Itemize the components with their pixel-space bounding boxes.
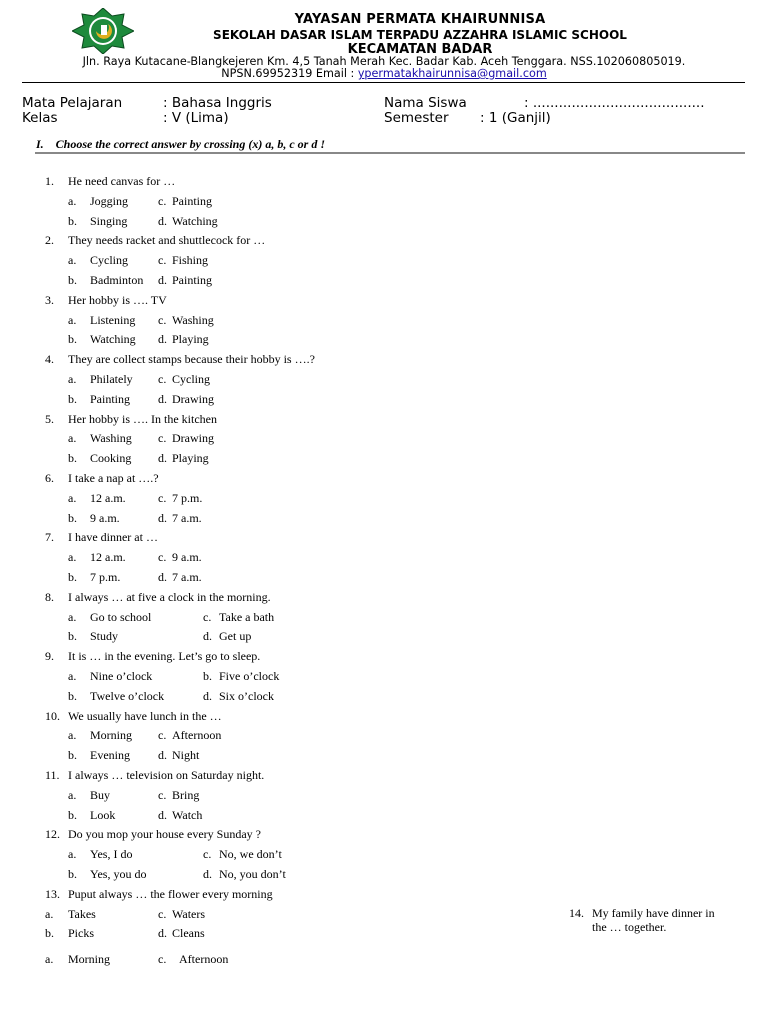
option-text[interactable]: Five o’clock — [219, 669, 280, 683]
option-text[interactable]: 7 a.m. — [172, 570, 202, 584]
option-text[interactable]: Watch — [172, 807, 203, 822]
option-text[interactable]: Take a bath — [219, 609, 275, 624]
option-letter[interactable]: c. — [158, 952, 167, 966]
option-letter[interactable]: b. — [68, 451, 77, 466]
option-text[interactable]: Look — [90, 807, 116, 822]
question-number: 10. — [45, 708, 60, 723]
option-letter[interactable]: c. — [203, 609, 212, 624]
option-text[interactable]: Afternoon — [172, 728, 222, 743]
question-text: I always … at five a clock in the morning. — [68, 589, 271, 604]
option-letter[interactable]: d. — [158, 451, 167, 466]
option-text[interactable]: Drawing — [172, 431, 214, 446]
district-name: KECAMATAN BADAR — [347, 42, 493, 57]
option-letter[interactable]: b. — [68, 629, 77, 644]
question-text: Her hobby is …. In the kitchen — [68, 411, 217, 426]
option-letter[interactable]: c. — [158, 728, 167, 743]
option-letter[interactable]: a. — [68, 312, 77, 327]
option-letter[interactable]: b. — [68, 570, 77, 584]
question-text: They needs racket and shuttlecock for … — [68, 233, 266, 248]
question-text: Puput always … the flower every morning — [68, 886, 273, 901]
option-text[interactable]: 9 a.m. — [172, 550, 202, 565]
option-letter[interactable]: c. — [158, 312, 167, 327]
option-text[interactable]: Cycling — [90, 253, 128, 268]
question-text: Do you mop your house every Sunday ? — [68, 827, 261, 842]
question-number: 7. — [45, 530, 54, 545]
option-letter[interactable]: a. — [68, 550, 77, 565]
class-value: : V (Lima) — [163, 110, 229, 126]
option-text[interactable]: Buy — [90, 787, 111, 802]
option-letter[interactable]: c. — [158, 550, 167, 565]
option-text[interactable]: 9 a.m. — [90, 510, 120, 525]
question-number: 12. — [45, 827, 60, 842]
student-name-label: Nama Siswa — [384, 95, 467, 111]
option-text[interactable]: Listening — [90, 312, 136, 327]
option-text[interactable]: Yes, I do — [90, 847, 133, 862]
option-letter[interactable]: a. — [68, 372, 77, 386]
option-text[interactable]: 12 a.m. — [90, 490, 126, 505]
option-text[interactable]: Study — [90, 629, 119, 644]
option-text[interactable]: Afternoon — [179, 952, 229, 966]
option-text[interactable]: Fishing — [172, 253, 209, 268]
student-name-field[interactable]: : ........................................ — [524, 95, 705, 111]
question-text: He need canvas for … — [68, 174, 176, 188]
option-letter[interactable]: a. — [45, 952, 54, 966]
question-text: I always … television on Saturday night. — [68, 768, 265, 782]
option-text[interactable]: Watching — [172, 213, 218, 228]
option-text[interactable]: Playing — [172, 332, 209, 347]
option-letter[interactable]: a. — [45, 906, 54, 921]
option-letter[interactable]: b. — [68, 807, 77, 822]
option-text[interactable]: Morning — [68, 952, 110, 966]
option-text[interactable]: Cycling — [172, 372, 210, 386]
option-letter[interactable]: b. — [45, 926, 54, 941]
option-text[interactable]: No, we don’t — [219, 847, 282, 862]
option-text[interactable]: Cleans — [172, 926, 205, 941]
option-letter[interactable]: c. — [203, 847, 212, 862]
class-label: Kelas — [22, 110, 58, 126]
option-letter[interactable]: d. — [158, 273, 167, 287]
instruction — [36, 137, 325, 152]
option-letter[interactable]: d. — [158, 807, 167, 822]
question-number: 1. — [45, 174, 54, 188]
option-letter[interactable]: d. — [203, 688, 212, 703]
option-text[interactable]: Nine o’clock — [90, 669, 153, 683]
question-number: 4. — [45, 352, 54, 367]
option-letter[interactable]: b. — [68, 213, 77, 228]
option-text[interactable]: Painting — [172, 273, 213, 287]
semester-value: : 1 (Ganjil) — [480, 110, 551, 126]
question-number: 11. — [45, 768, 60, 782]
option-letter[interactable]: d. — [158, 332, 167, 347]
option-text[interactable]: Six o’clock — [219, 688, 274, 703]
option-letter[interactable]: a. — [68, 253, 77, 268]
option-letter[interactable]: a. — [68, 490, 77, 505]
npsn-label: NPSN.69952319 Email : — [221, 67, 358, 80]
option-letter[interactable]: c. — [158, 787, 167, 802]
option-letter[interactable]: a. — [68, 609, 77, 624]
question-text: It is … in the evening. Let’s go to sleep. — [68, 649, 261, 664]
option-letter[interactable]: b. — [68, 332, 77, 347]
option-text[interactable]: Jogging — [90, 193, 129, 208]
npsn-email-line — [0, 67, 768, 80]
semester-label: Semester — [384, 110, 449, 126]
option-text[interactable]: Get up — [219, 629, 252, 644]
question-text: I take a nap at ….? — [68, 471, 159, 485]
option-letter[interactable]: b. — [68, 510, 77, 525]
option-text[interactable]: Picks — [68, 926, 95, 941]
question-number: 8. — [45, 589, 54, 604]
option-text[interactable]: Badminton — [90, 273, 144, 287]
instruction-divider — [35, 152, 745, 154]
option-text[interactable]: Painting — [172, 193, 213, 208]
option-text[interactable]: Washing — [172, 312, 214, 327]
question-14-text-line1: My family have dinner in — [592, 906, 715, 920]
option-text[interactable]: Morning — [90, 728, 132, 743]
option-letter[interactable]: d. — [158, 748, 167, 763]
option-letter[interactable]: b. — [68, 688, 77, 703]
option-letter[interactable]: a. — [68, 728, 77, 743]
option-letter[interactable]: c. — [158, 253, 167, 268]
option-text[interactable]: Twelve o’clock — [90, 688, 165, 703]
option-text[interactable]: Evening — [90, 748, 130, 763]
option-letter[interactable]: d. — [158, 213, 167, 228]
option-letter[interactable]: b. — [68, 273, 77, 287]
option-text[interactable]: Painting — [90, 391, 131, 406]
question-text: We usually have lunch in the … — [68, 708, 222, 723]
option-text[interactable]: Playing — [172, 451, 209, 466]
option-letter[interactable]: b. — [68, 748, 77, 763]
option-letter[interactable]: b. — [68, 391, 77, 406]
option-text[interactable]: Waters — [172, 906, 206, 921]
question-14-number: 14. — [569, 906, 584, 920]
question-number: 9. — [45, 649, 54, 664]
option-letter[interactable]: d. — [158, 926, 167, 941]
school-address: Jln. Raya Kutacane-Blangkejeren Km. 4,5 Tanah Merah Kec. Badar Kab. Aceh Tenggara. NSS.102060805019. — [82, 55, 686, 68]
option-text[interactable]: No, you don’t — [219, 867, 286, 881]
question-number: 2. — [45, 233, 54, 248]
question-number: 5. — [45, 411, 54, 426]
question-number: 3. — [45, 292, 54, 307]
option-letter[interactable]: c. — [158, 372, 167, 386]
option-text[interactable]: Philately — [90, 372, 133, 386]
question-text: Her hobby is …. TV — [68, 292, 167, 307]
option-text[interactable]: Cooking — [90, 451, 132, 466]
option-letter[interactable]: c. — [158, 431, 167, 446]
option-text[interactable]: 12 a.m. — [90, 550, 126, 565]
option-text[interactable]: Bring — [172, 787, 200, 802]
option-letter[interactable]: a. — [68, 193, 77, 208]
school-name: SEKOLAH DASAR ISLAM TERPADU AZZAHRA ISLAMIC SCHOOL — [213, 28, 627, 42]
option-text[interactable]: 7 a.m. — [172, 510, 202, 525]
option-text[interactable]: Night — [172, 748, 200, 763]
instruction-text: Choose the correct answer by crossing (x) a, b, c or d ! — [55, 137, 326, 151]
option-letter[interactable]: a. — [68, 847, 77, 862]
option-text[interactable]: Yes, you do — [90, 867, 147, 881]
option-letter[interactable]: d. — [158, 510, 167, 525]
option-letter[interactable]: a. — [68, 669, 77, 683]
question-text: I have dinner at … — [68, 530, 158, 545]
option-text[interactable]: Drawing — [172, 391, 214, 406]
question-text: They are collect stamps because their hobby is ….? — [68, 352, 315, 367]
email-link[interactable]: ypermatakhairunnisa@gmail.com — [357, 67, 547, 80]
option-letter[interactable]: d. — [203, 629, 212, 644]
option-letter[interactable]: d. — [203, 867, 212, 881]
question-14-text-line2: the … together. — [592, 920, 667, 934]
option-text[interactable]: Singing — [90, 213, 128, 228]
foundation-name: YAYASAN PERMATA KHAIRUNNISA — [294, 12, 546, 27]
subject-label: Mata Pelajaran — [22, 95, 123, 111]
option-letter[interactable]: c. — [158, 490, 167, 505]
question-number: 13. — [45, 886, 60, 901]
option-letter[interactable]: d. — [158, 391, 167, 406]
section-number: I. — [36, 137, 44, 151]
option-text[interactable]: 7 p.m. — [90, 570, 121, 584]
option-letter[interactable]: a. — [68, 787, 77, 802]
option-text[interactable]: 7 p.m. — [172, 490, 203, 505]
question-number: 6. — [45, 471, 54, 485]
option-letter[interactable]: a. — [68, 431, 77, 446]
option-text[interactable]: Washing — [90, 431, 132, 446]
header-divider — [22, 82, 745, 83]
option-text[interactable]: Go to school — [90, 609, 152, 624]
option-text[interactable]: Takes — [68, 906, 96, 921]
subject-value: : Bahasa Inggris — [163, 95, 272, 111]
option-text[interactable]: Watching — [90, 332, 136, 347]
option-letter[interactable]: d. — [158, 570, 167, 584]
option-letter[interactable]: b. — [203, 669, 212, 683]
option-letter[interactable]: b. — [68, 867, 77, 881]
option-letter[interactable]: c. — [158, 193, 167, 208]
option-letter[interactable]: c. — [158, 906, 167, 921]
